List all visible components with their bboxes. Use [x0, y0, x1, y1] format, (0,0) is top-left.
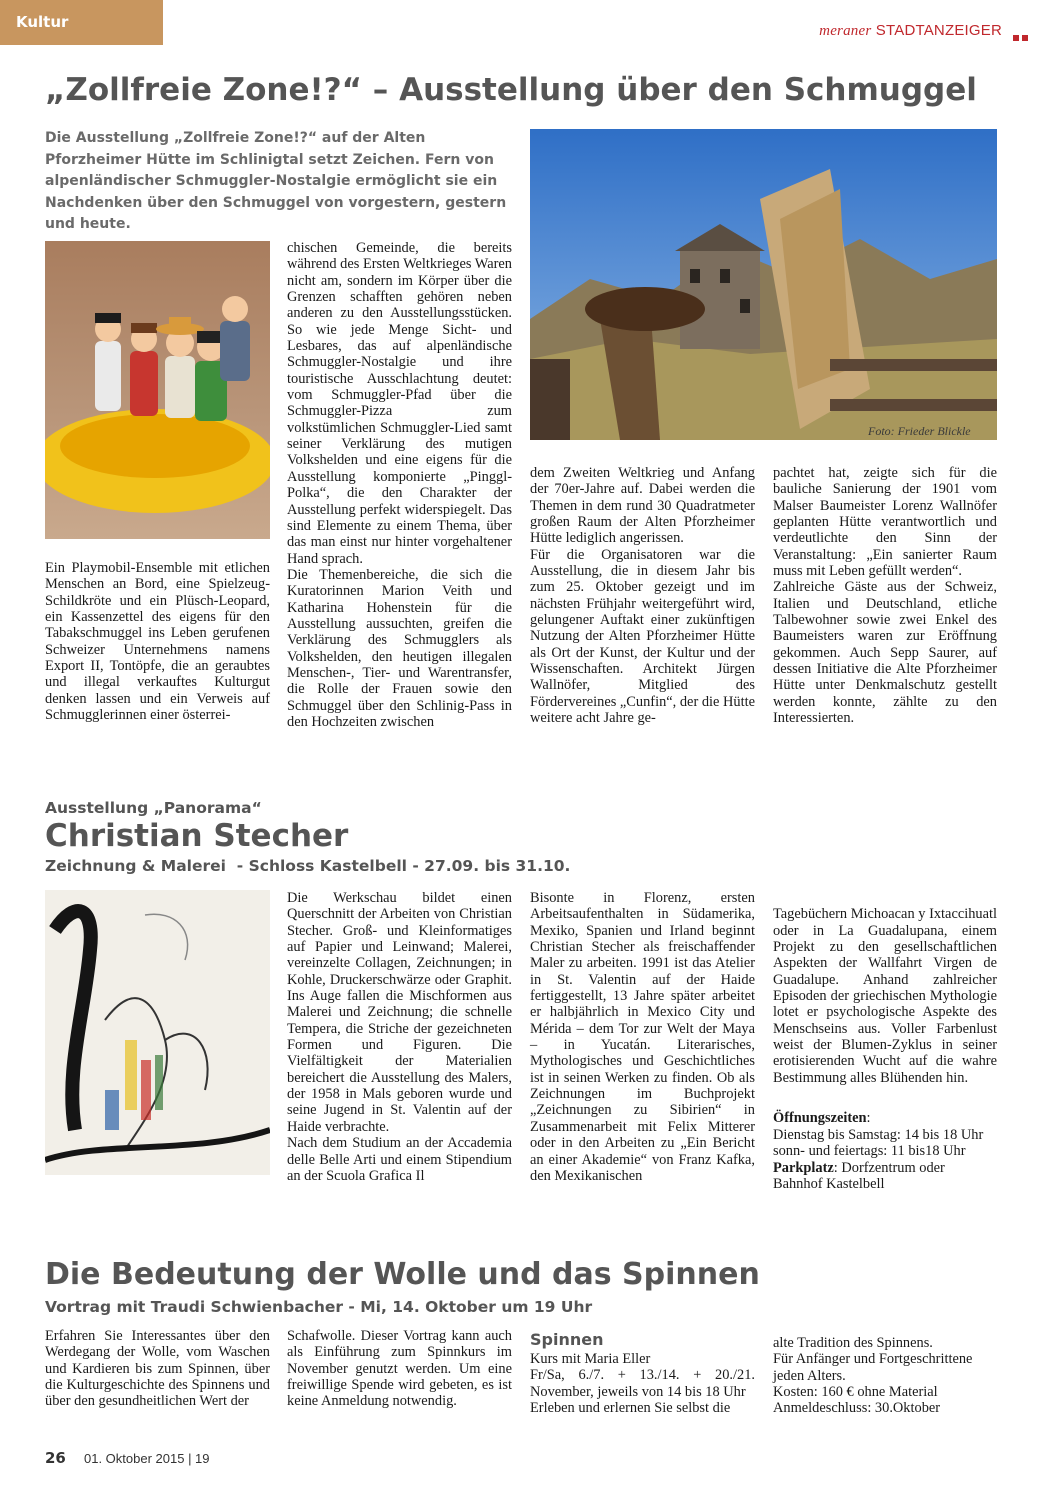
article-subtitle: Zeichnung & Malerei - Schloss Kastelbell - 27.09. bis 31.10.: [45, 857, 571, 875]
article-lead: Die Ausstellung „Zollfreie Zone!?“ auf der Alten Pforzheimer Hütte im Schlinigtal setzt Zeichen. Fern von alpenländischer Schmuggler-Nostalgie ermöglicht sie ein Nachdenken über den Schmuggel von vorgestern, gestern und heute.: [45, 130, 507, 232]
masthead-name: STADTANZEIGER: [875, 22, 1002, 39]
masthead-brand: meraner: [819, 23, 872, 39]
artwork-photo: [45, 890, 270, 1175]
course-box-text: Kurs mit Maria Eller Fr/Sa, 6./7. + 13./14. + 20./21. November, jeweils von 14 bis 18 Uhr Erleben und erlernen Sie selbst die: [530, 1351, 755, 1417]
section-label: Kultur: [0, 0, 163, 45]
article-title: Christian Stecher: [45, 818, 349, 854]
playmobil-image: [45, 241, 270, 539]
hut-photo: [530, 129, 997, 440]
article-column-1: Erfahren Sie Interessantes über den Werdegang der Wolle, vom Waschen und Kardieren bis zum Spinnen, über die Kulturgeschichte des Spinnens und über den gesundheitlichen Wert der: [45, 1328, 270, 1410]
opening-hours-label: Öffnungszeiten: [773, 1110, 867, 1127]
opening-hours-line-2: sonn- und feiertags: 11 bis18 Uhr: [773, 1143, 966, 1160]
article-column-3: dem Zweiten Weltkrieg und Anfang der 70er-Jahre auf. Dabei werden die Themen in dem rund 30 Quadratmeter großen Raum der Alten Pforzheimer Hütte lediglich angerissen. Für die Organisatoren war die Ausstellung, die in diesem Jahr bis zum 25. Oktober gezeigt und im nächsten Frühjahr weitergeführt wird, gelungener Auftakt einer zukünftigen Nutzung der Alten Pforzheimer Hütte als Ort der Kunst, der Kultur und der Wissenschaften. Architekt Jürgen Wallnöfer, Mitglied des Fördervereines „Cunfin“, der die Hütte weitere acht Jahre ge-: [530, 465, 755, 727]
article-subtitle: Vortrag mit Traudi Schwienbacher - Mi, 14. Oktober um 19 Uhr: [45, 1298, 593, 1316]
hut-image: [530, 129, 997, 440]
article-kicker: Ausstellung „Panorama“: [45, 799, 262, 817]
article-column-4: [773, 890, 997, 1209]
masthead: [819, 22, 1002, 40]
article-column-3: Bisonte in Florenz, ersten Arbeitsaufenthalten in Südamerika, Mexiko, Spanien und Irland beginnt Christian Stecher als freischaffender Maler zu arbeiten. 1991 ist das Atelier in St. Valentin auf der Haide fertiggestellt, 13 Jahre später arbeitet er halbjährlich in Mexico City und Mérida – dem Tor zur Welt der Maya – in Yucatán. Literarisches, Mythologisches und Geschichtliches ist in seinen Werken zu finden. Ob als Zeichnungen im Buchprojekt „Zeichnungen zu Sibirien“ in Zusammenarbeit mit Felix Mitterer oder in den Arbeiten zu „Ein Bericht an einer Akademie“ von Franz Kafka, den Mexikanischen: [530, 890, 755, 1184]
article-title: „Zollfreie Zone!?“ – Ausstellung über den Schmuggel: [45, 72, 977, 108]
issue-date: 01. Oktober 2015 | 19: [84, 1451, 210, 1466]
article-column-2: Schafwolle. Dieser Vortrag kann auch als Einführung zum Spinnkurs im November genutzt werden. Um eine freiwillige Spende wird gebeten, es ist keine Anmeldung notwendig.: [287, 1328, 512, 1410]
article-title: Die Bedeutung der Wolle und das Spinnen: [45, 1257, 760, 1292]
page-number: 26: [45, 1449, 66, 1467]
article-column-4: pachtet hat, zeigte sich für die bauliche Sanierung der 1901 vom Malser Baumeister Lorenz Wallnöfer geplanten Hütte verantwortlich und verdeutlichte den Sinn der Veranstaltung: „Ein sanierter Raum muss mit Leben gefüllt werden“. Zahlreiche Gäste aus der Schweiz, Italien und Deutschland, etliche Talbewohner sowie zwei Enkel des Baumeisters waren zur Eröffnung gekommen. Auch Sepp Saurer, auf dessen Initiative die Alte Pforzheimer Hütte unter Denkmalschutz gestellt werden konnte, zählte zu den Interessierten.: [773, 465, 997, 727]
parking-label: Parkplatz: [773, 1159, 834, 1176]
photo-credit: Foto: Frieder Blickle: [868, 424, 971, 438]
article-column-4-text: Tagebüchern Michoacan y Ixtaccihuatl oder in La Guadalupana, einem Projekt zu den gesellschaftlichen Aspekten der Wallfahrt Virgen de Guadalupe. Anhand zahlreicher Episoden der griechischen Mythologie lotet er psychologische Aspekte des Menschseins aus. Voller Farbenlust weist der Blumen-Zyklus in seiner erotisierenden Wucht auf die wahre Bestimmung alles Blühenden hin.: [773, 906, 997, 1086]
playmobil-photo: [45, 241, 270, 539]
article-column-2: chischen Gemeinde, die bereits während des Ersten Weltkrieges Waren nicht am, sondern im Körper über die Grenzen schafften gehören neben anderen zu den Ausstellungsstücken. So wie jede Menge Sicht- und Lesbares, das auf alpenländische Schmuggler-Nostalgie und ihre touristische Ausschlachtung deutet: vom Schmuggler-Pfad über die Schmuggler-Pizza zum volkstümlichen Schmuggler-Lied samt seiner Verklärung des mutigen Volkshelden und eine eigens für die Ausstellung komponierte „Pinggl-Polka“, die den Charakter der Ausstellung perfekt widerspiegelt. Das sind Elemente zu einem Thema, über das man einst nur hinter vorgehaltener Hand sprach. Die Themenbereiche, die sich die Kuratorinnen Marion Veith und Katharina Hohenstein für die Ausstellung aussuchten, greifen die Verklärung des Schmugglers als Volkshelden, den heutigen illegalen Menschen-, Tier- und Warentransfer, die Rolle der Frauen sowie den Schmuggel über den Schlinig-Pass in den Hochzeiten zwischen: [287, 240, 512, 730]
article-column-4: alte Tradition des Spinnens. Für Anfänger und Fortgeschrittene jeden Alters. Kosten: 160 € ohne Material Anmeldeschluss: 30.Oktober: [773, 1335, 973, 1417]
opening-hours: Öffnungszeiten: Dienstag bis Samstag: 14 bis 18 Uhr sonn- und feiertags: 11 bis18 Uhr Parkplatz: Dorfzentrum oder Bahnhof Kastelbell: [773, 1110, 984, 1192]
opening-hours-line-1: Dienstag bis Samstag: 14 bis 18 Uhr: [773, 1126, 984, 1143]
article-column-2: Die Werkschau bildet einen Querschnitt der Arbeiten von Christian Stecher. Groß- und Kleinformatiges auf Papier und Leinwand; Malerei, vereinzelte Collagen, Zeichnungen; in Kohle, Druckerschwärze oder Graphit. Ins Auge fallen die Mischformen aus Malerei und Zeichnung; die schnelle Tempera, die Striche der gezeichneten Formen und Figuren. Die Vielfältigkeit der Materialien bereichert die Ausstellung des Malers, der 1958 in Mals geboren wurde und seine Jugend in St. Valentin auf der Haide verbrachte. Nach dem Studium an der Accademia delle Belle Arti und einem Stipendium an der Scuola Grafica Il: [287, 890, 512, 1184]
course-box: [530, 1330, 755, 1416]
artwork-image: [45, 890, 270, 1175]
article-column-1: Ein Playmobil-Ensemble mit etlichen Menschen an Bord, eine Spielzeug-Schildkröte und ein Plüsch-Leopard, ein Kassenzettel des eigens für den Tabakschmuggel ins Leben gerufenen Schweizer Unternehmens namens Export II, Tontöpfe, die an geraubtes und illegal verkauftes Kulturgut denken lassen und ein Verweis auf Schmugglerinnen einer österrei-: [45, 560, 270, 724]
masthead-dots: [1010, 28, 1032, 36]
course-box-title: Spinnen: [530, 1330, 604, 1349]
parking-text: : Dorfzentrum oder Bahnhof Kastelbell: [773, 1159, 945, 1192]
